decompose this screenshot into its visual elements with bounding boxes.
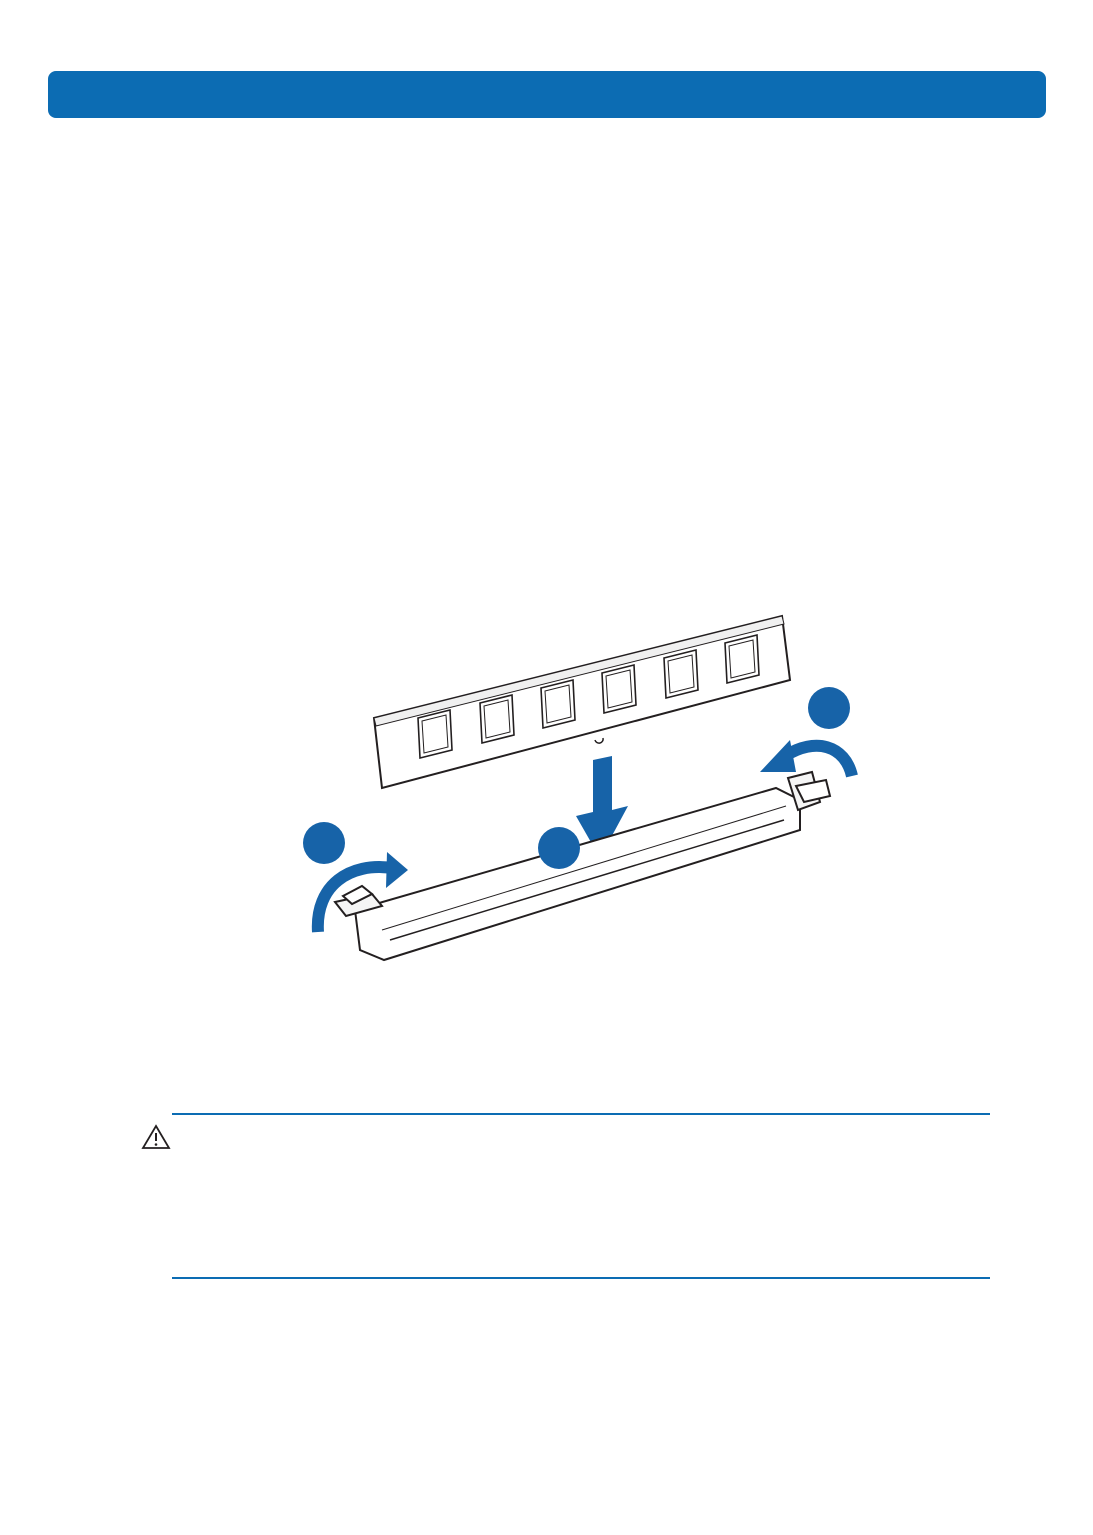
- note-heading: [141, 1124, 171, 1150]
- dimm-slot: [335, 772, 830, 960]
- note-bottom-rule: [172, 1277, 990, 1279]
- callout-2-right: [808, 687, 850, 729]
- callout-2-left: [303, 822, 345, 864]
- warning-icon: [141, 1124, 171, 1150]
- note-top-rule: [172, 1113, 990, 1115]
- list-item: [218, 1320, 222, 1357]
- list-item: [218, 1357, 222, 1394]
- steps-list: [218, 1320, 222, 1394]
- callout-1: [538, 827, 580, 869]
- memory-slot-diagram: [0, 0, 1093, 600]
- dimm-install-figure: [0, 600, 1093, 980]
- dimm-module: [374, 616, 790, 788]
